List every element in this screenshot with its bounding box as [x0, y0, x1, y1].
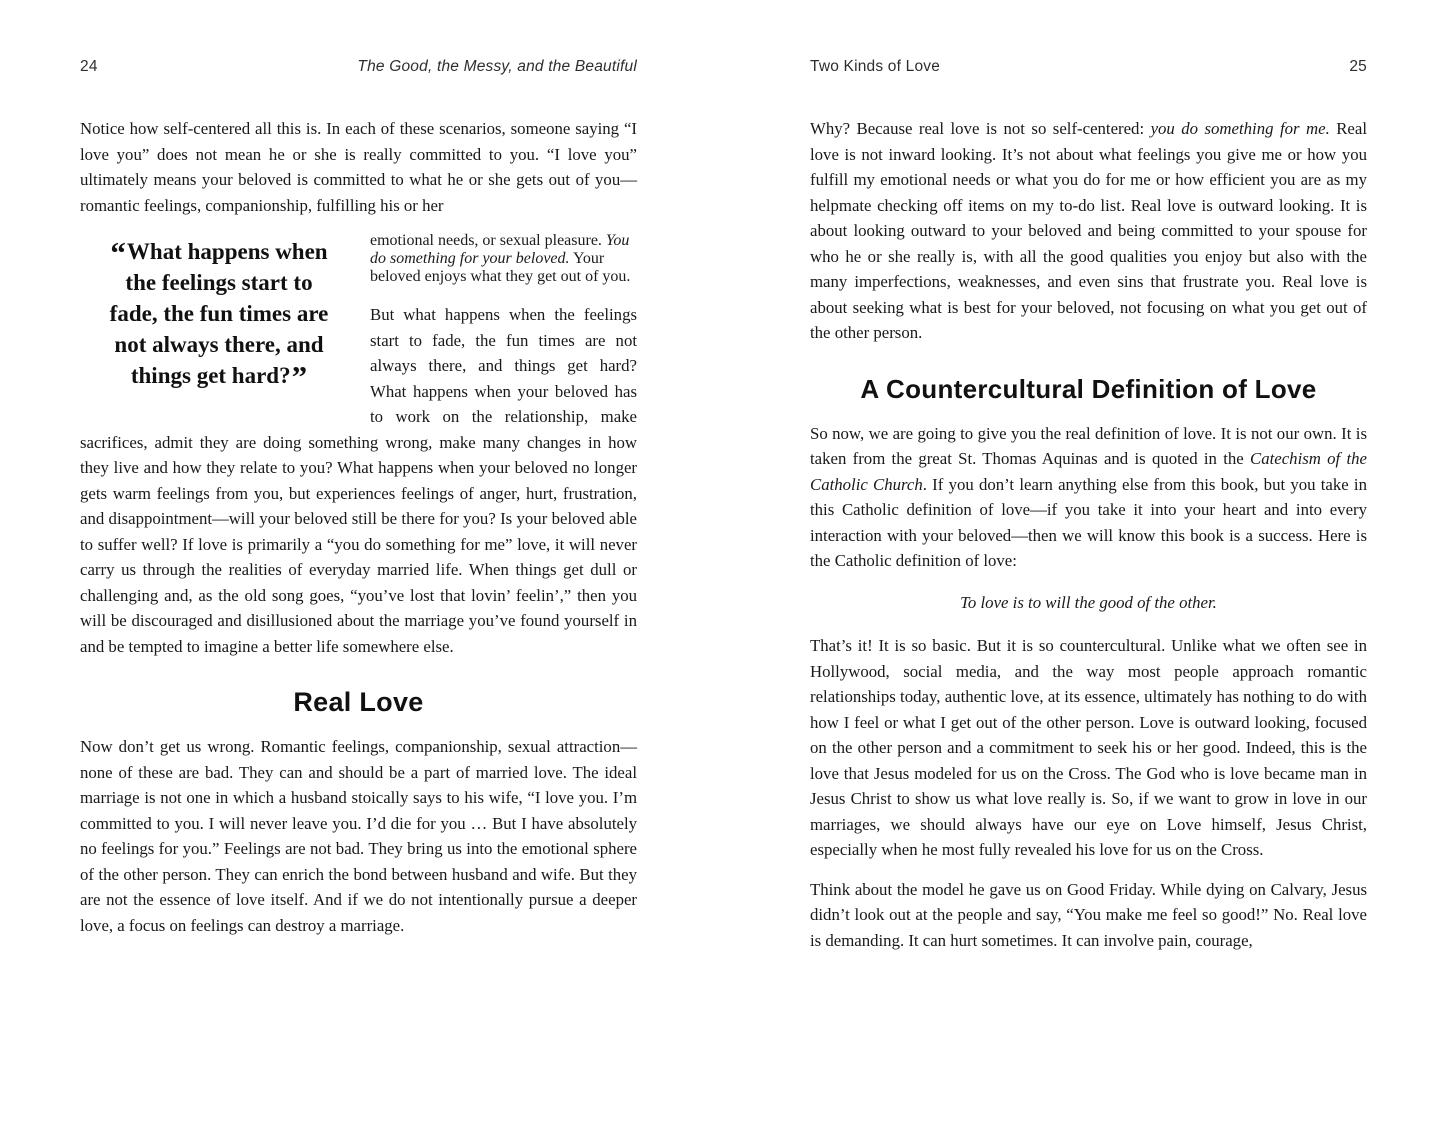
paragraph-text-italic: Catechism of the Catholic Church	[810, 449, 1367, 494]
paragraph-but-what-happens: But what happens when the feelings start to fade, the fun times are not always there, and things get hard? What happens when your beloved has to work on the relationship, make sacrifices, admit they are doing something wrong, make many changes in how they live and how they relate to you? What happens when your beloved no longer gets warm feelings from you, but experiences feelings of anger, hurt, frustration, and disappointment—will your beloved still be there for you? Is your beloved able to suffer well? If love is primarily a “you do something for me” love, it will never carry us through the realities of everyday married life. When things get dull or challenging and, as the old song goes, “you’ve lost that lovin’ feelin’,” then you will be discouraged and disillusioned about the marriage you’ve found yourself in and be tempted to imagine a better life somewhere else.	[80, 305, 637, 656]
paragraph-text-italic: you do something for me.	[1150, 119, 1330, 138]
running-header-left	[80, 58, 637, 76]
page-body-right	[810, 116, 1367, 953]
definition-quote: To love is to will the good of the other.	[960, 592, 1217, 612]
paragraph-text: emotional needs, or sexual pleasure.	[370, 232, 606, 249]
pull-quote	[80, 234, 358, 394]
running-header-right	[810, 58, 1367, 76]
page-right	[810, 58, 1367, 953]
paragraph-text: . If you don’t learn anything else from this book, but you take in this Catholic definition of love—if you take it into your heart and into every interaction with your beloved—then we will know this book is a success. Here is the Catholic definition of love:	[810, 474, 1367, 570]
close-quote-mark: ”	[291, 358, 308, 394]
page-number-left: 24	[80, 58, 98, 75]
paragraph-why-real-love	[810, 116, 1367, 346]
page-left	[80, 58, 637, 938]
paragraph-good-friday: Think about the model he gave us on Good Friday. While dying on Calvary, Jesus didn’t look out at the people and say, “You make me feel so good!” No. Real love is demanding. It can hurt sometimes. It can involve pain, courage,	[810, 879, 1367, 950]
running-head-book-title: The Good, the Messy, and the Beautiful	[357, 58, 637, 75]
pull-quote-line: not always there, and	[114, 332, 324, 357]
pull-quote-text: things get hard?	[130, 363, 291, 388]
section-heading-real-love: Real Love	[293, 687, 424, 717]
paragraph-thats-it: That’s it! It is so basic. But it is so countercultural. Unlike what we often see in Hollywood, social media, and the way most people approach romantic relationships today, authentic love, at its essence, ultimately has nothing to do with how I feel or what I get out of the other person. Love is outward looking, focused on the other person and a commitment to seek his or her good. Indeed, this is the love that Jesus modeled for us on the Cross. The God who is love became man in Jesus Christ to show us what love really is. So, if we want to grow in love in our marriages, we should always have our eye on Love himself, Jesus Christ, especially when he most fully revealed his love for us on the Cross.	[810, 636, 1367, 859]
paragraph-now-dont-get-us-wrong: Now don’t get us wrong. Romantic feelings, companionship, sexual attraction—none of these are bad. They can and should be a part of married love. The ideal marriage is not one in which a husband stoically says to his wife, “I love you. I’m committed to you. I will never leave you. I’d die for you … But I have absolutely no feelings for you.” Feelings are not bad. They bring us into the emotional sphere of the other person. They can enrich the bond between husband and wife. But they are not the essence of love itself. And if we do not intentionally pursue a deeper love, a focus on feelings can destroy a marriage.	[80, 737, 637, 935]
section-heading-countercultural-definition: A Countercultural Definition of Love	[860, 373, 1317, 404]
pull-quote-line	[80, 234, 358, 270]
paragraph-text: Real love is not inward looking. It’s not about what feelings you give me or how you fulfill my emotional needs or what you do for me or how efficient you are as my helpmate checking off items on my to-do list. Real love is outward looking. It is about looking outward to your beloved and being committed to your spouse for who he or she really is, with all the good qualities you enjoy but also with the many imperfections, weaknesses, and even sins that frustrate you. Real love is about seeking what is best for your beloved, not focusing on what you get out of the other person.	[810, 119, 1367, 342]
page-body-left	[80, 116, 637, 938]
paragraph-text: Your beloved enjoys what they get out of you.	[370, 250, 631, 285]
page-number-right: 25	[1349, 58, 1367, 75]
paragraph-text: So now, we are going to give you the real definition of love. It is not our own. It is taken from the great St. Thomas Aquinas and is quoted in the	[810, 423, 1367, 468]
running-head-chapter-title: Two Kinds of Love	[810, 58, 941, 75]
paragraph-notice-self-centered	[80, 116, 637, 218]
paragraph-text: Notice how self-centered all this is. In each of these scenarios, someone saying “I love you” does not mean he or she is really committed to you. “I love you” ultimately means your beloved is committed to what he or she gets out of you—romantic feelings, companionship, fulfilling his or her	[80, 119, 637, 215]
pull-quote-line: fade, the fun times are	[109, 301, 329, 326]
paragraph-real-definition	[810, 421, 1367, 574]
paragraph-text-italic: You do something for your beloved.	[370, 232, 630, 267]
pull-quote-line: the feelings start to	[125, 270, 313, 295]
paragraph-text: Why? Because real love is not so self-centered:	[810, 119, 1151, 138]
open-quote-mark: “	[110, 234, 126, 270]
pull-quote-text: What happens when	[126, 239, 328, 264]
pull-quote-line	[80, 358, 358, 394]
